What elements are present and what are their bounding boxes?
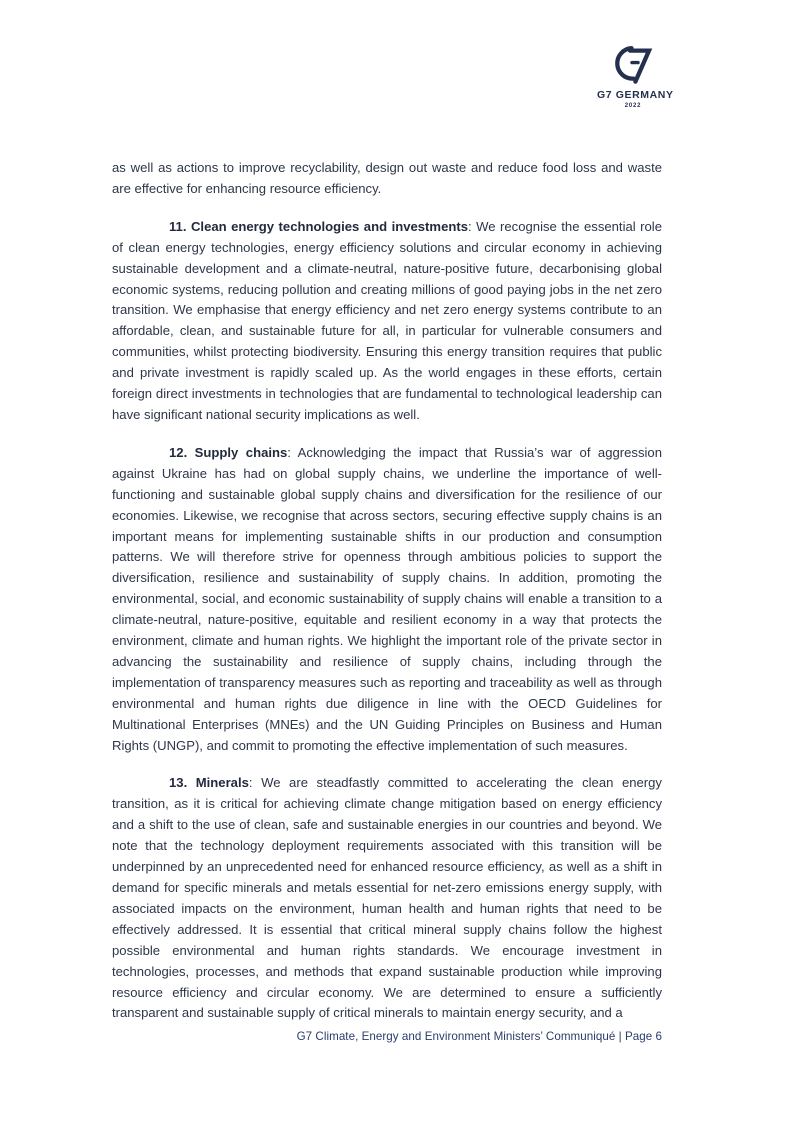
g7-germany-logo	[597, 40, 674, 110]
document-body	[112, 158, 662, 1024]
paragraph-continued	[112, 158, 662, 200]
page-footer: G7 Climate, Energy and Environment Ministers’ Communiqué | Page 6	[296, 1030, 662, 1043]
paragraph-text: : We recognise the essential role of clean energy technologies, energy efficiency solutions and circular economy in achieving sustainable development and a climate-neutral, nature-positive future, decarbonising global economic systems, reducing pollution and creating millions of good paying jobs in the net zero transition. We emphasise that energy efficiency and net zero energy systems contribute to an affordable, clean, and sustainable future for all, in particular for vulnerable consumers and communities, whilst protecting biodiversity. Ensuring this energy transition requires that public and private investment is rapidly scaled up. As the world engages in these efforts, certain foreign direct investments in technologies that are fundamental to technological leadership can have significant national security implications as well.	[112, 218, 662, 422]
logo-wordmark: G7 GERMANY	[597, 89, 674, 101]
paragraph-lead-in: 12. Supply chains	[169, 444, 288, 460]
paragraph-13-minerals	[112, 773, 662, 1024]
paragraph-11-clean-energy	[112, 217, 662, 426]
paragraph-text: : We are steadfastly committed to accelerating the clean energy transition, as it is critical for achieving climate change mitigation based on energy efficiency and a shift to the use of clean, safe and sustainable energies in our countries and beyond. We note that the technology deployment requirements associated with this transition will be underpinned by an unprecedented need for enhanced resource efficiency, as well as a shift in demand for specific minerals and metals essential for net-zero emissions energy supply, with associated impacts on the environment, human health and human rights that need to be effectively addressed. It is essential that critical mineral supply chains follow the highest possible environmental and human rights standards. We encourage investment in technologies, processes, and methods that expand sustainable production while improving resource efficiency and circular economy. We are determined to ensure a sufficiently transparent and sustainable supply of critical minerals to maintain energy security, and a	[112, 775, 662, 1021]
paragraph-lead-in: 13. Minerals	[169, 775, 249, 791]
page-header	[0, 0, 793, 140]
paragraph-lead-in: 11. Clean energy technologies and investments	[169, 218, 468, 234]
logo-year: 2022	[624, 103, 642, 110]
paragraph-text: as well as actions to improve recyclability, design out waste and reduce food loss and waste are effective for enhancing resource efficiency.	[112, 160, 662, 196]
g7-logo-icon	[597, 40, 669, 88]
paragraph-text: : Acknowledging the impact that Russia’s war of aggression against Ukraine has had on global supply chains, we underline the importance of well-functioning and sustainable global supply chains and diversification for the resilience of our economies. Likewise, we recognise that across sectors, securing effective supply chains is an important means for implementing sustainable shifts in our production and consumption patterns. We will therefore strive for openness through ambitious policies to support the diversification, resilience and sustainability of supply chains. In addition, promoting the environmental, social, and economic sustainability of supply chains will enable a transition to a climate-neutral, nature-positive, equitable and resilient economy in a way that protects the environment, climate and human rights. We highlight the important role of the private sector in advancing the sustainability and resilience of supply chains, including through the implementation of transparency measures such as reporting and traceability as well as through environmental and human rights due diligence in line with the OECD Guidelines for Multinational Enterprises (MNEs) and the UN Guiding Principles on Business and Human Rights (UNGP), and commit to promoting the effective implementation of such measures.	[112, 444, 662, 753]
paragraph-12-supply-chains	[112, 443, 662, 757]
